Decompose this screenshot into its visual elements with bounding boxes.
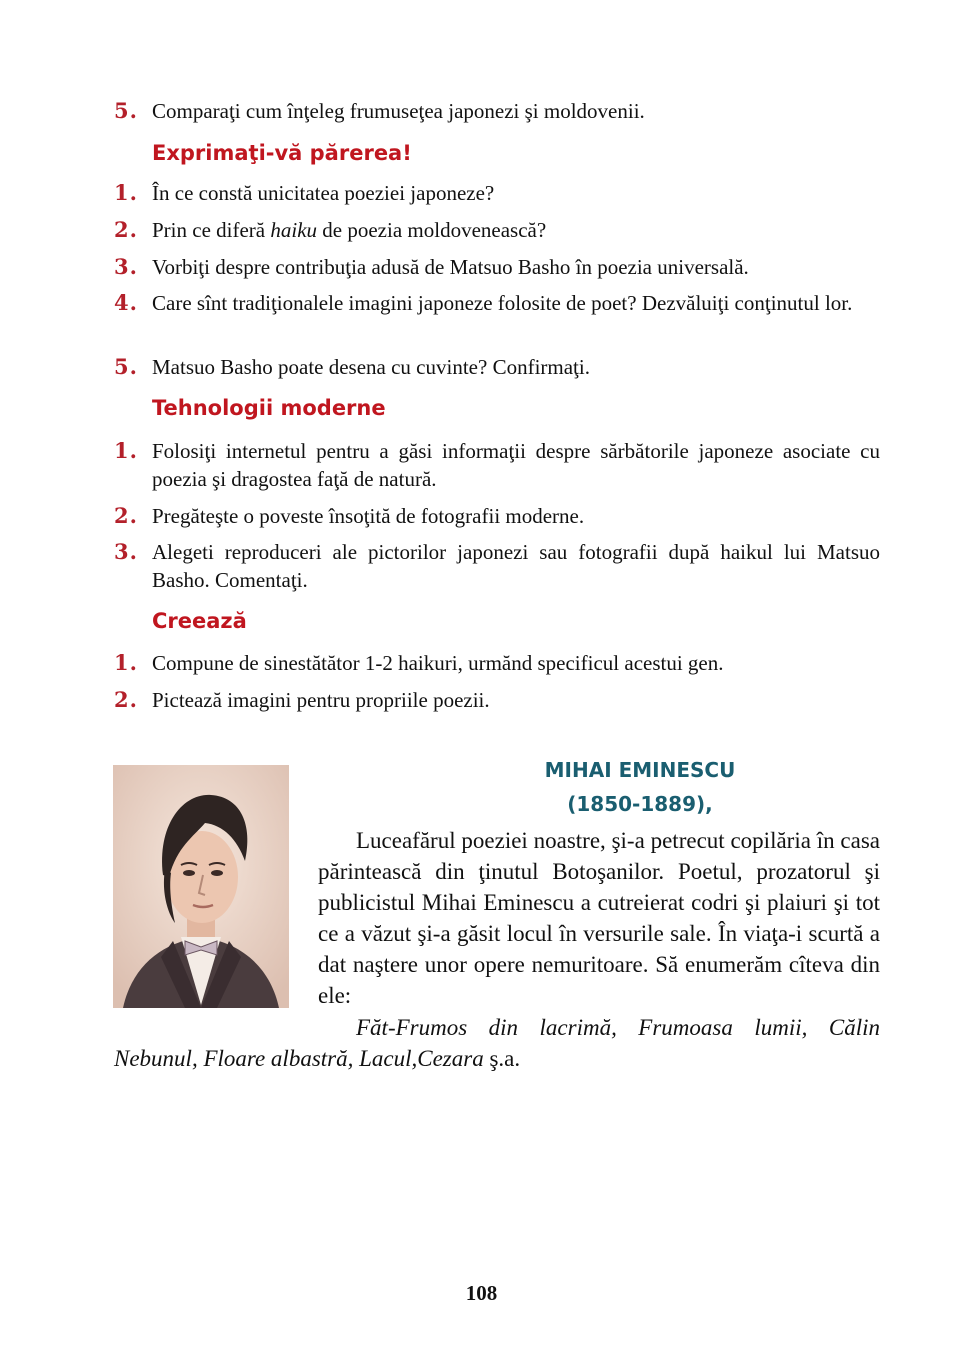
works-list (114, 1012, 880, 1074)
list-item (114, 253, 880, 281)
portrait-illustration (113, 765, 289, 1008)
item-number: 2. (114, 217, 138, 242)
list-item (114, 502, 880, 530)
item-text: Alegeti reproduceri ale pictorilor japonezi sau fotografii după haikul lui Matsuo Basho. Comentaţi. (152, 540, 880, 592)
list-item (114, 649, 880, 677)
author-years: (1850-1889), (567, 792, 713, 816)
emphasis-haiku: haiku (270, 218, 318, 242)
item-number: 2. (114, 503, 138, 528)
list-item (114, 179, 880, 207)
list-item (114, 216, 880, 244)
item-number: 4. (114, 290, 138, 315)
portrait-image (113, 765, 289, 1008)
item-number: 5. (114, 354, 138, 379)
item-text (152, 216, 880, 244)
author-name: MIHAI EMINESCU (544, 758, 736, 782)
item-number: 1. (114, 650, 138, 675)
page-number: 108 (465, 1281, 498, 1305)
item-number: 1. (114, 180, 138, 205)
item-number: 1. (114, 438, 138, 463)
item-number: 2. (114, 687, 138, 712)
works-suffix: ş.a. (483, 1046, 521, 1071)
item-text: Care sînt tradiţionalele imagini japoneze folosite de poet? Dezvăluiţi conţinutul lor. (152, 291, 853, 315)
section-heading-tehnologii: Tehnologii moderne (152, 396, 386, 420)
item-text: Comparaţi cum înţeleg frumuseţea japonezi şi moldovenii. (152, 99, 645, 123)
text-segment: Prin ce diferă (152, 218, 271, 242)
list-item (114, 686, 880, 714)
item-text: În ce constă unicitatea poeziei japoneze? (152, 181, 495, 205)
item-text: Pictează imagini pentru propriile poezii. (152, 688, 490, 712)
item-number: 3. (114, 254, 138, 279)
bio-text: Luceafărul poeziei noastre, şi-a petrecut copilăria în casa părintească din ţinutul Botoşanilor. Poetul, prozatorul şi publicistul Mihai Eminescu a cutreierat codri şi plaiuri şi tot ce a văzut şi-a găsit locul în versurile sale. În viaţa-i scurtă a dat naştere unor opere nemuritoare. Să enumerăm cîteva din ele: (318, 828, 880, 1008)
question-5 (114, 97, 880, 125)
section-heading-creeaza: Creează (152, 609, 247, 633)
list-item (114, 437, 880, 493)
list-item (114, 353, 880, 381)
text-segment: de poezia moldovenească? (317, 218, 547, 242)
works-titles: Făt-Frumos din lacrimă, Frumoasa lumii, Călin Nebunul, Floare albastră, Lacul,Cezara (114, 1015, 880, 1071)
item-text: Vorbiţi despre contribuţia adusă de Matsuo Basho în poezia universală. (152, 255, 749, 279)
item-number: 3. (114, 539, 138, 564)
section-heading-exprimati: Exprimaţi-vă părerea! (152, 141, 412, 165)
item-text: Pregăteşte o poveste însoţită de fotografii moderne. (152, 504, 585, 528)
list-item (114, 289, 880, 317)
item-number: 5. (114, 98, 138, 123)
item-text: Compune de sinestătător 1-2 haikuri, urmănd specificul acestui gen. (152, 651, 724, 675)
list-item (114, 538, 880, 594)
item-text: Folosiţi internetul pentru a găsi informaţii despre sărbătorile japoneze asociate cu poezia şi dragostea faţă de natură. (152, 439, 880, 491)
bio-paragraph (318, 825, 880, 1011)
item-text: Matsuo Basho poate desena cu cuvinte? Confirmaţi. (152, 355, 590, 379)
